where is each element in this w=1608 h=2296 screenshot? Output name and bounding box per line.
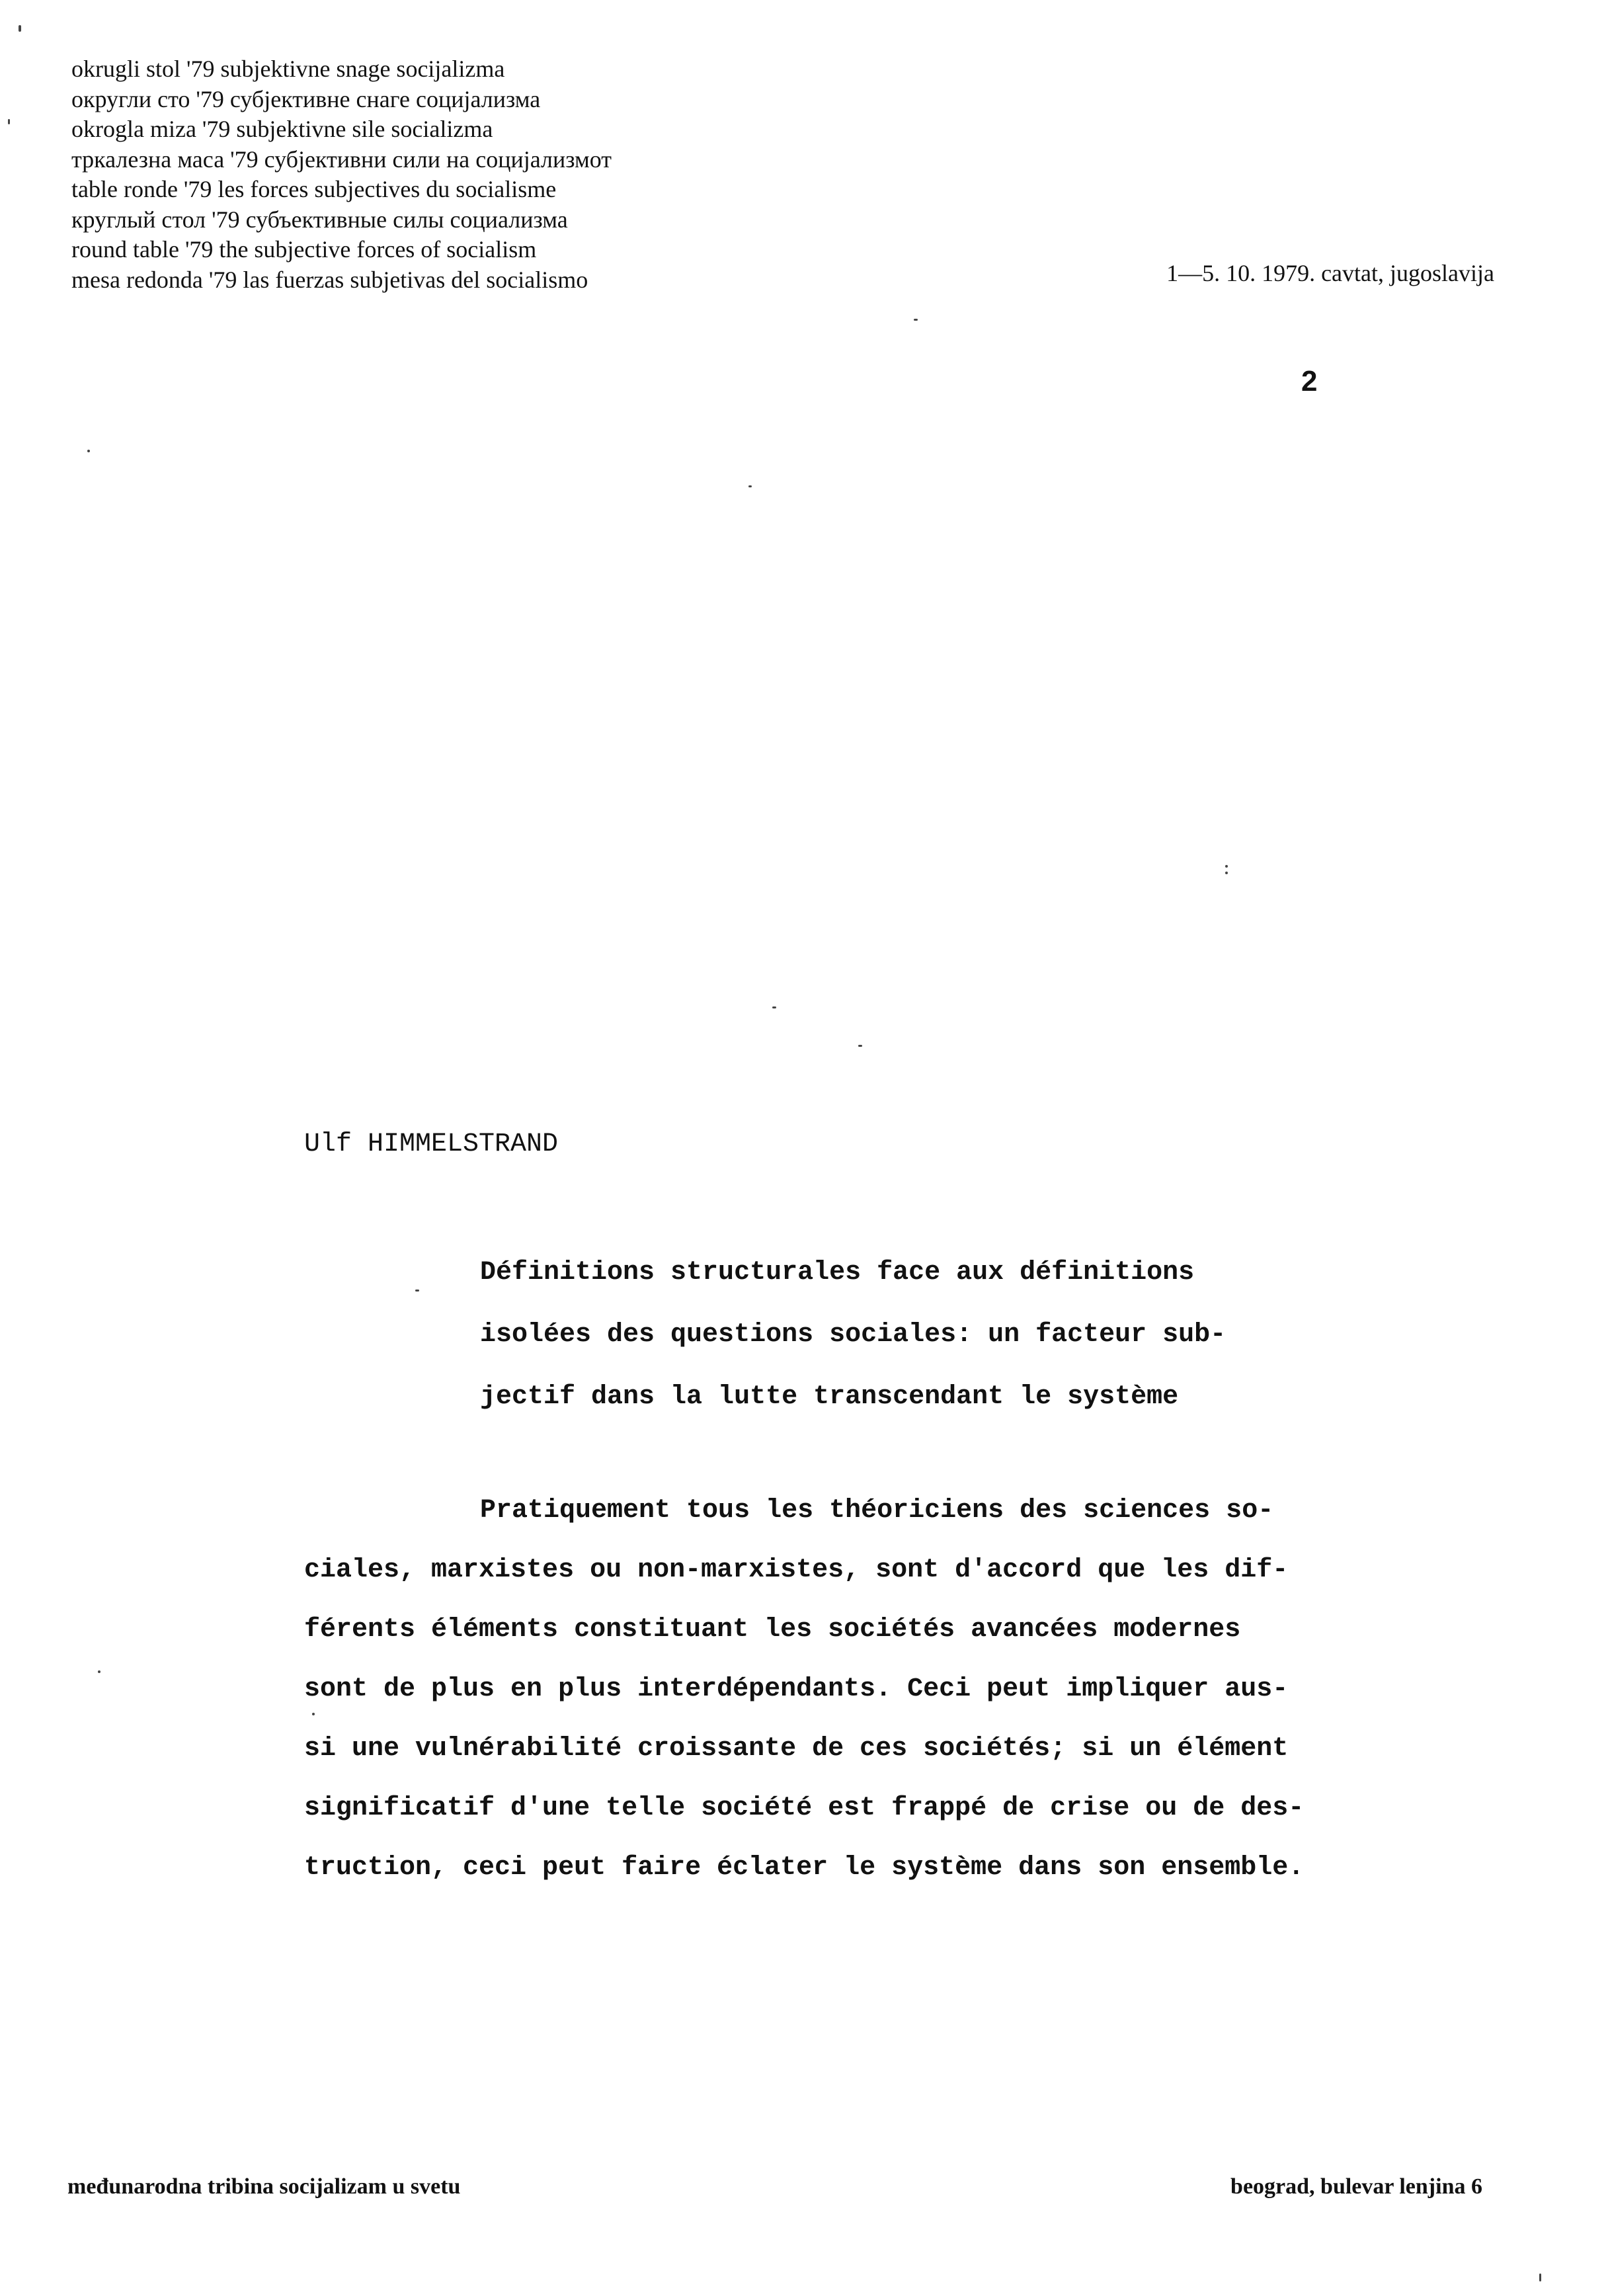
- header-title-block: [71, 54, 865, 295]
- scan-speck: [1539, 2274, 1541, 2281]
- header-line-spanish: mesa redonda '79 las fuerzas subjetivas del socialismo: [71, 266, 588, 293]
- body-line: truction, ceci peut faire éclater le système dans son ensemble.: [304, 1853, 1305, 1883]
- body-line: significatif d'une telle société est frappé de crise ou de des-: [304, 1793, 1305, 1823]
- header-line-macedonian: тркалезна маса '79 субјективни сили на социјализмот: [71, 145, 612, 173]
- header-line-serbo-croatian-latin: okrugli stol '79 subjektivne snage socijalizma: [71, 56, 505, 82]
- scan-speck: [19, 25, 21, 32]
- body-paragraph: [304, 1481, 1441, 1898]
- body-line: Pratiquement tous les théoriciens des sciences so-: [480, 1496, 1274, 1526]
- header-line-french: table ronde '79 les forces subjectives du socialisme: [71, 176, 557, 202]
- body-line: ciales, marxistes ou non-marxistes, sont d'accord que les dif-: [304, 1555, 1289, 1585]
- scan-speck: [87, 450, 90, 452]
- scan-speck: [1225, 865, 1228, 868]
- paper-title: [480, 1242, 1340, 1428]
- scan-speck: [98, 1670, 100, 1673]
- body-line: férents éléments constituant les sociétés avancées modernes: [304, 1615, 1241, 1645]
- scan-speck: [772, 1006, 776, 1008]
- scan-speck: [748, 485, 752, 487]
- scan-speck: [312, 1713, 315, 1715]
- body-line: si une vulnérabilité croissante de ces sociétés; si un élément: [304, 1734, 1289, 1764]
- header-line-serbian-cyrillic: округли сто '79 субјективне снаге социјализма: [71, 85, 541, 112]
- title-line: isolées des questions sociales: un facteur sub-: [480, 1320, 1226, 1350]
- header-line-english: round table '79 the subjective forces of socialism: [71, 236, 537, 263]
- header-line-slovenian: okrogla miza '79 subjektivne sile socializma: [71, 116, 493, 142]
- scan-speck: [8, 119, 10, 124]
- date-location: 1—5. 10. 1979. cavtat, jugoslavija: [1166, 260, 1494, 286]
- scan-speck: [415, 1290, 419, 1292]
- scan-speck: [914, 319, 918, 321]
- footer-publisher: međunarodna tribina socijalizam u svetu: [67, 2174, 461, 2199]
- footer-address: beograd, bulevar lenjina 6: [1230, 2174, 1482, 2199]
- scan-speck: [1225, 872, 1228, 874]
- header-line-russian: круглый стол '79 субъективные силы социализма: [71, 206, 568, 233]
- author-name: Ulf HIMMELSTRAND: [304, 1129, 559, 1159]
- page-number: 2: [1301, 365, 1318, 397]
- scan-speck: [858, 1045, 862, 1047]
- body-line: sont de plus en plus interdépendants. Ceci peut impliquer aus-: [304, 1674, 1289, 1704]
- title-line: Définitions structurales face aux définitions: [480, 1258, 1195, 1288]
- title-line: jectif dans la lutte transcendant le système: [480, 1382, 1179, 1412]
